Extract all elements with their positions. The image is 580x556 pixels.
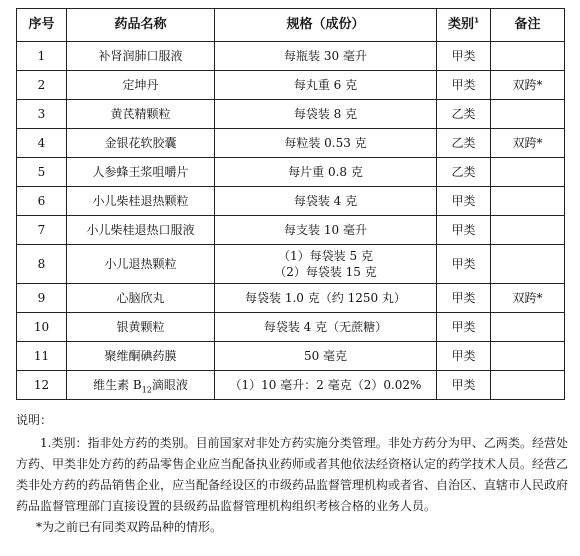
cell-spec: 50 毫克 — [215, 342, 437, 371]
cell-no: 11 — [17, 342, 67, 371]
table-row — [17, 71, 565, 100]
header-category — [437, 9, 491, 42]
name-part: 滴眼液 — [151, 378, 188, 392]
table-header-row — [17, 9, 565, 42]
cell-name: 黄芪精颗粒 — [67, 100, 215, 129]
cell-remark — [491, 245, 565, 284]
cell-spec: 每丸重 6 克 — [215, 71, 437, 100]
cell-category: 乙类 — [437, 100, 491, 129]
cell-no: 12 — [17, 371, 67, 400]
header-spec: 规格（成份） — [215, 9, 437, 42]
table-row — [17, 187, 565, 216]
cell-name: 补肾润肺口服液 — [67, 42, 215, 71]
cell-category: 甲类 — [437, 42, 491, 71]
cell-spec: 每袋装 1.0 克（约 1250 丸） — [215, 284, 437, 313]
cell-category: 甲类 — [437, 245, 491, 284]
cell-remark — [491, 42, 565, 71]
cell-category: 乙类 — [437, 129, 491, 158]
cell-name: 金银花软胶囊 — [67, 129, 215, 158]
otc-drug-table — [16, 8, 565, 400]
spec-line: （2）每袋装 15 克 — [274, 265, 377, 279]
cell-remark — [491, 100, 565, 129]
cell-name: 小儿柴桂退热口服液 — [67, 216, 215, 245]
table-row — [17, 158, 565, 187]
table-row — [17, 245, 565, 284]
name-part: 维生素 B — [93, 378, 142, 392]
note-dual-listing: *为之前已有同类双跨品种的情形。 — [36, 520, 223, 534]
table-row — [17, 42, 565, 71]
cell-no: 2 — [17, 71, 67, 100]
cell-no: 3 — [17, 100, 67, 129]
cell-remark: 双跨* — [491, 129, 565, 158]
spec-line: （1）每袋装 5 克 — [278, 249, 373, 263]
header-category-label: 类别 — [448, 17, 475, 32]
cell-category: 甲类 — [437, 216, 491, 245]
header-name: 药品名称 — [67, 9, 215, 42]
cell-no: 6 — [17, 187, 67, 216]
cell-category: 甲类 — [437, 371, 491, 400]
header-remark: 备注 — [491, 9, 565, 42]
cell-spec: 每袋装 8 克 — [215, 100, 437, 129]
cell-category: 甲类 — [437, 342, 491, 371]
table-row — [17, 371, 565, 400]
cell-spec: 每袋装 4 克 — [215, 187, 437, 216]
cell-category: 甲类 — [437, 284, 491, 313]
note-category: 1.类别：指非处方药的类别。目前国家对非处方药实施分类管理。非处方药分为甲、乙两类。经营处方药、甲类非处方药的药品零售企业应当配备执业药师或者其他依法经资格认定的药学技术人员。经营乙类非处方药的药品销售企业，应当配备经设区的市级药品监督管理机构或者省、自治区、直辖市人民政府药品监督管理部门直接设置的县级药品监督管理机构组织考核合格的业务人员。 — [16, 436, 569, 513]
cell-remark — [491, 158, 565, 187]
cell-remark — [491, 313, 565, 342]
cell-category: 甲类 — [437, 187, 491, 216]
cell-name: 人参蜂王浆咀嚼片 — [67, 158, 215, 187]
cell-spec: 每片重 0.8 克 — [215, 158, 437, 187]
table-row — [17, 129, 565, 158]
header-category-footnote: 1 — [474, 16, 479, 25]
table-row — [17, 100, 565, 129]
cell-remark — [491, 216, 565, 245]
name-subscript: 12 — [141, 385, 152, 395]
cell-no: 1 — [17, 42, 67, 71]
notes-section — [16, 410, 568, 538]
cell-category: 甲类 — [437, 71, 491, 100]
cell-spec: 每支装 10 毫升 — [215, 216, 437, 245]
cell-spec: 每瓶装 30 毫升 — [215, 42, 437, 71]
cell-name: 银黄颗粒 — [67, 313, 215, 342]
notes-title: 说明： — [16, 413, 53, 427]
header-no: 序号 — [17, 9, 67, 42]
table-row — [17, 216, 565, 245]
cell-name: 心脑欣丸 — [67, 284, 215, 313]
cell-no: 8 — [17, 245, 67, 284]
cell-no: 9 — [17, 284, 67, 313]
cell-spec: （1）10 毫升：2 毫克（2）0.02% — [215, 371, 437, 400]
cell-no: 4 — [17, 129, 67, 158]
cell-category: 乙类 — [437, 158, 491, 187]
cell-remark: 双跨* — [491, 284, 565, 313]
cell-remark — [491, 342, 565, 371]
cell-remark — [491, 371, 565, 400]
cell-remark: 双跨* — [491, 71, 565, 100]
cell-name — [67, 371, 215, 400]
cell-remark — [491, 187, 565, 216]
cell-spec — [215, 245, 437, 284]
table-row — [17, 284, 565, 313]
cell-category: 甲类 — [437, 313, 491, 342]
cell-name: 聚维酮碘药膜 — [67, 342, 215, 371]
cell-no: 7 — [17, 216, 67, 245]
cell-no: 5 — [17, 158, 67, 187]
cell-name: 小儿退热颗粒 — [67, 245, 215, 284]
cell-no: 10 — [17, 313, 67, 342]
cell-name: 小儿柴桂退热颗粒 — [67, 187, 215, 216]
table-row — [17, 313, 565, 342]
cell-name: 定坤丹 — [67, 71, 215, 100]
cell-spec: 每粒装 0.53 克 — [215, 129, 437, 158]
cell-spec: 每袋装 4 克（无蔗糖） — [215, 313, 437, 342]
table-row — [17, 342, 565, 371]
